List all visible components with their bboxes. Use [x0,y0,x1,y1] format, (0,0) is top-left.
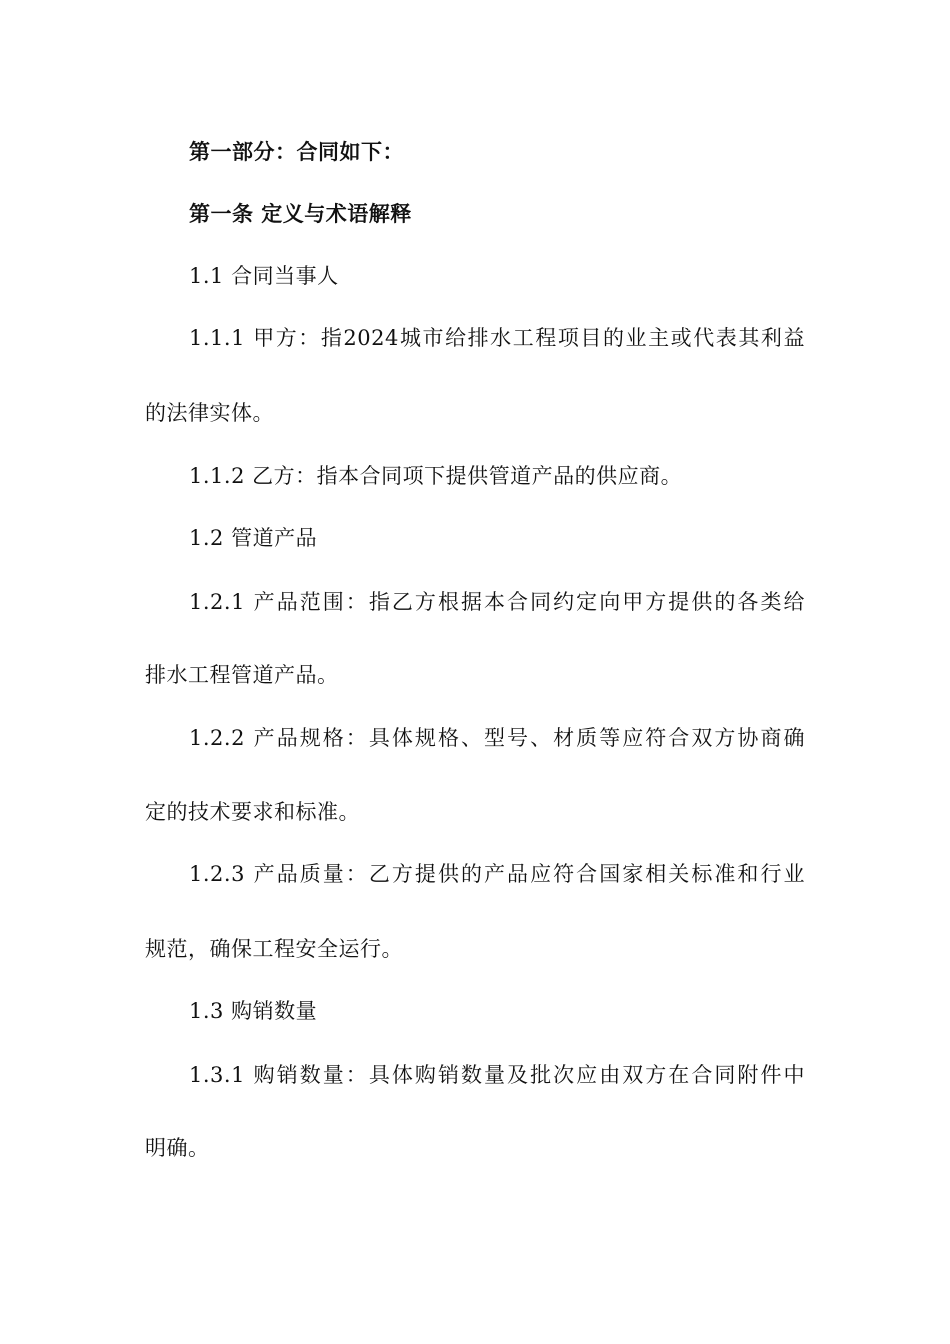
clause-1-2-2-continuation: 定的技术要求和标准。 [145,800,360,824]
clause-number: 1.2.3 [189,862,245,886]
clause-text: 乙方：指本合同项下提供管道产品的供应商。 [252,464,683,488]
clause-number: 1.2 [189,526,224,550]
clause-1-1-2 [189,461,682,491]
clause-number: 1.3 [189,999,224,1023]
clause-1-2-1-continuation: 排水工程管道产品。 [145,663,339,687]
clause-1-3-1-continuation: 明确。 [145,1136,210,1160]
clause-1-3-1 [189,1060,805,1090]
article-heading: 第一条 定义与术语解释 [189,202,412,226]
clause-number: 1.3.1 [189,1063,245,1087]
clause-text: 甲方：指2024城市给排水工程项目的业主或代表其利益 [253,326,805,350]
clause-text: 产品质量：乙方提供的产品应符合国家相关标准和行业 [253,862,805,886]
clause-1-3 [189,996,317,1026]
clause-1-2-3 [189,859,805,889]
clause-1-2-3-continuation: 规范，确保工程安全运行。 [145,937,403,961]
clause-text: 管道产品 [231,526,318,550]
clause-text: 合同当事人 [231,264,339,288]
clause-text: 产品范围：指乙方根据本合同约定向甲方提供的各类给 [253,590,805,614]
part-heading: 第一部分：合同如下： [189,140,404,164]
clause-text: 购销数量：具体购销数量及批次应由双方在合同附件中 [253,1063,805,1087]
clause-number: 1.1 [189,264,224,288]
clause-1-2-2 [189,723,805,753]
clause-text: 产品规格：具体规格、型号、材质等应符合双方协商确 [253,726,805,750]
clause-1-2 [189,523,317,553]
clause-number: 1.2.2 [189,726,245,750]
clause-number: 1.1.1 [189,326,245,350]
clause-number: 1.2.1 [189,590,245,614]
clause-1-2-1 [189,587,805,617]
clause-text: 购销数量 [231,999,318,1023]
clause-1-1-1 [189,323,805,353]
clause-number: 1.1.2 [189,464,245,488]
clause-1-1-1-continuation: 的法律实体。 [145,401,274,425]
clause-1-1 [189,261,339,291]
